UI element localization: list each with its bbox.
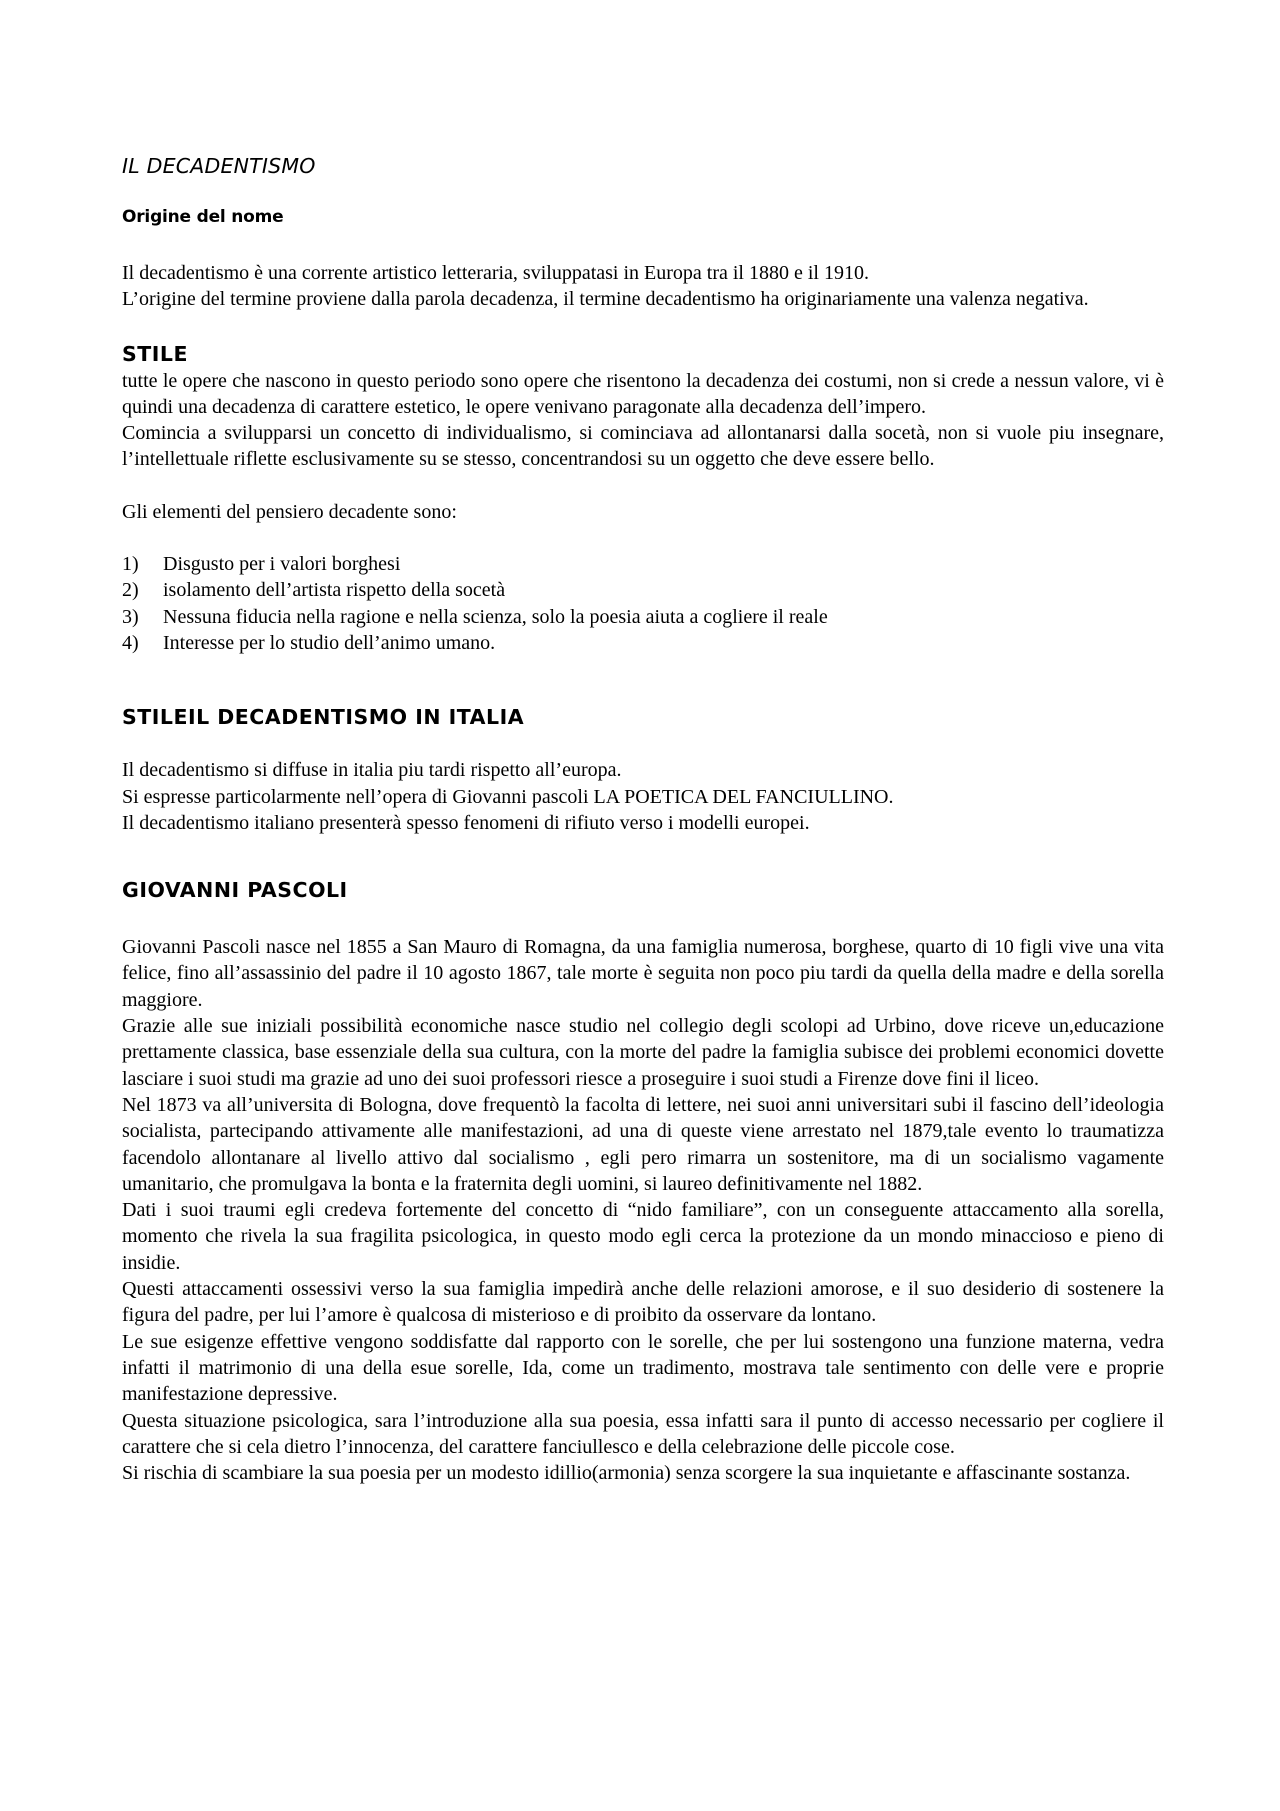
list-item [122,630,1164,656]
list-item [122,604,1164,630]
document-body [122,150,1164,1486]
pascoli-paragraph: Dati i suoi traumi egli credeva fortemente del concetto di “nido familiare”, con un conseguente attaccamento alla sorella, momento che rivela la sua fragilita psicologica, in questo modo egli cerca la protezione da un mondo minaccioso e pieno di insidie. [122,1199,1164,1274]
list-item [122,551,1164,577]
italia-heading: STILEIL DECADENTISMO IN ITALIA [122,705,525,730]
italia-paragraph: Si espresse particolarmente nell’opera di Giovanni pascoli LA POETICA DEL FANCIULLINO. [122,785,894,808]
list-item [122,577,1164,603]
list-item-text: Nessuna fiducia nella ragione e nella scienza, solo la poesia aiuta a cogliere il reale [163,605,828,628]
origin-paragraph: L’origine del termine proviene dalla parola decadenza, il termine decadentismo ha originariamente una valenza negativa. [122,288,1089,311]
list-item-number: 1) [122,553,139,576]
origin-section [122,260,1164,313]
italia-paragraph: Il decadentismo si diffuse in italia piu tardi rispetto all’europa. [122,759,622,782]
elements-list [122,551,1164,656]
origin-paragraph: Il decadentismo è una corrente artistico letteraria, sviluppatasi in Europa tra il 1880 e il 1910. [122,262,869,284]
list-item-number: 2) [122,579,139,602]
stile-section [122,340,1164,657]
pascoli-paragraph: Grazie alle sue iniziali possibilità economiche nasce studio nel collegio degli scolopi ad Urbino, dove riceve un,educazione prettamente classica, base essenziale della sua cultura, con la morte del padre la famiglia subisce dei problemi economici dovette lasciare i suoi studi ma grazie ad uno dei suoi professori riesce a proseguire i suoi studi a Firenze dove fini il liceo. [122,1015,1164,1090]
pascoli-paragraph: Nel 1873 va all’universita di Bologna, dove frequentò la facolta di lettere, nei suoi anni universitari subi il fascino dell’ideologia socialista, partecipando attivamente alle manifestazioni, ad una di queste viene arrestato nel 1879,tale evento lo traumatizza facendolo allontanare al livello attivo dal socialismo , egli pero rimarra un sostenitore, ma di un socialismo vagamente umanitario, che promulgava la bonta e la fraternita degli uomini, si laureo definitivamente nel 1882. [122,1093,1164,1195]
pascoli-paragraph: Le sue esigenze effettive vengono soddisfatte dal rapporto con le sorelle, che per lui sostengono una funzione materna, vedra infatti il matrimonio di una della esue sorelle, Ida, come un tradimento, mostrava tale sentimento con delle vere e proprie manifestazione depressive. [122,1330,1164,1406]
pascoli-section [122,876,1164,1486]
document-title: IL DECADENTISMO [122,154,316,178]
italia-section [122,703,1164,836]
list-item-text: isolamento dell’artista rispetto della socetà [163,579,506,602]
list-item-number: 4) [122,631,139,654]
pascoli-paragraph: Questa situazione psicologica, sara l’introduzione alla sua poesia, essa infatti sara il punto di accesso necessario per cogliere il carattere che si cela dietro l’innocenza, del carattere fanciullesco e della celebrazione delle piccole cose. [122,1409,1164,1458]
pascoli-paragraph: Si rischia di scambiare la sua poesia per un modesto idillio(armonia) senza scorgere la sua inquietante e affascinante sostanza. [122,1462,1131,1485]
pascoli-heading: GIOVANNI PASCOLI [122,878,348,903]
list-item-text: Interesse per lo studio dell’animo umano. [163,631,496,654]
pascoli-paragraph: Giovanni Pascoli nasce nel 1855 a San Mauro di Romagna, da una famiglia numerosa, borghese, quarto di 10 figli vive una vita felice, fino all’assassinio del padre il 10 agosto 1867, tale morte è seguita non poco piu tardi da quella della madre e della sorella maggiore. [122,936,1164,1011]
pascoli-body [122,934,1164,1486]
stile-paragraph: tutte le opere che nascono in questo periodo sono opere che risentono la decadenza dei costumi, non si crede a nessun valore, vi è quindi una decadenza di carattere estetico, le opere venivano paragonate alla decadenza dell’impero. [122,369,1164,418]
pascoli-paragraph: Questi attaccamenti ossessivi verso la sua famiglia impedirà anche delle relazioni amorose, e il suo desiderio di sostenere la figura del padre, per lui l’amore è qualcosa di misterioso e di proibito da osservare da lontano. [122,1278,1164,1327]
italia-body [122,757,1164,836]
list-item-number: 3) [122,605,139,628]
origin-heading: Origine del nome [122,207,284,227]
elements-intro: Gli elementi del pensiero decadente sono: [122,500,457,523]
stile-paragraph: Comincia a svilupparsi un concetto di individualismo, si cominciava ad allontanarsi dalla socetà, non si vuole piu insegnare, l’intellettuale riflette esclusivamente su se stesso, concentrandosi su un oggetto che deve essere bello. [122,422,1164,471]
italia-paragraph: Il decadentismo italiano presenterà spesso fenomeni di rifiuto verso i modelli europei. [122,811,810,834]
stile-heading: STILE [122,341,188,366]
list-item-text: Disgusto per i valori borghesi [163,553,401,576]
